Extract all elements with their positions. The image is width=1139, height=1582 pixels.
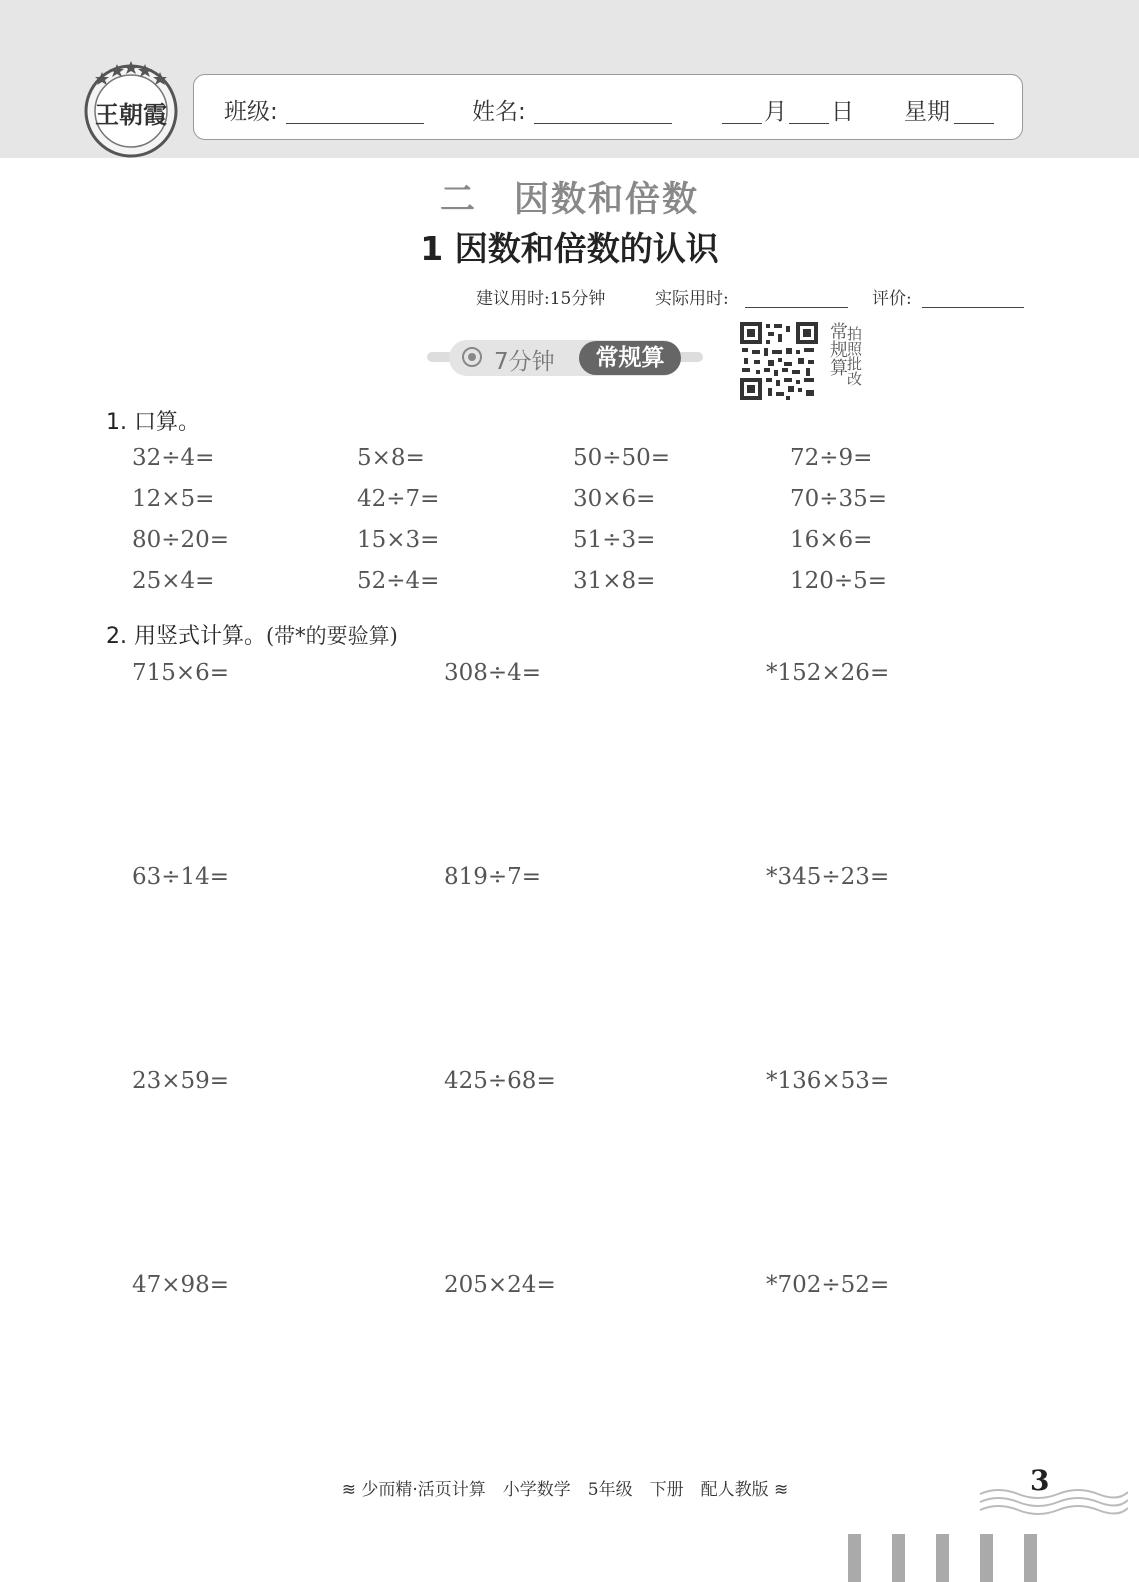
logo-brand-text: 王朝霞 (95, 100, 167, 129)
section1-title: 1. 口算。 (106, 410, 200, 435)
vertical-problem: 205×24= (444, 1272, 556, 1298)
oral-problem: 72÷9= (790, 445, 873, 471)
oral-problem: 42÷7= (357, 486, 440, 512)
name-label: 姓名: (472, 99, 526, 125)
oral-problem: 15×3= (357, 527, 440, 553)
oral-problem: 80÷20= (132, 527, 230, 553)
vertical-problem: *136×53= (766, 1068, 890, 1094)
qr-label-left: 常规算 (827, 322, 848, 376)
qr-code-icon[interactable] (740, 322, 818, 400)
vertical-problem: 308÷4= (444, 660, 542, 686)
vertical-problem: 425÷68= (444, 1068, 556, 1094)
vertical-problem: 819÷7= (444, 864, 542, 890)
suggested-time: 建议用时:15分钟 (476, 289, 606, 309)
binding-tab (980, 1534, 993, 1582)
vertical-problem: 23×59= (132, 1068, 230, 1094)
chapter-title: 二 因数和倍数 (439, 180, 699, 220)
section2-title-text: 2. 用竖式计算。 (106, 624, 266, 649)
oral-problem: 16×6= (790, 527, 873, 553)
vertical-problem: *702÷52= (766, 1272, 890, 1298)
publisher-logo (80, 58, 182, 160)
lesson-title: 1 因数和倍数的认识 (420, 229, 719, 268)
section2-note: (带*的要验算) (265, 624, 398, 648)
actual-time-field[interactable] (745, 307, 848, 308)
weekday-label: 星期 (904, 99, 950, 125)
vertical-problem: 715×6= (132, 660, 230, 686)
month-field[interactable] (722, 123, 762, 124)
page-number: 3 (1030, 1464, 1050, 1497)
oral-problem: 30×6= (573, 486, 656, 512)
binding-tab (892, 1534, 905, 1582)
vertical-problem: *345÷23= (766, 864, 890, 890)
vertical-problem: 47×98= (132, 1272, 230, 1298)
footer-text: ≋ 少而精·活页计算 小学数学 5年级 下册 配人教版 ≋ (341, 1480, 789, 1500)
section2-title (106, 619, 398, 650)
actual-time-label: 实际用时: (655, 289, 729, 309)
oral-problem: 51÷3= (573, 527, 656, 553)
weekday-field[interactable] (954, 123, 994, 124)
oral-problem: 25×4= (132, 568, 215, 594)
month-label: 月 (764, 99, 787, 125)
oral-problem: 120÷5= (790, 568, 888, 594)
name-field[interactable] (534, 123, 672, 124)
binding-tab (1024, 1534, 1037, 1582)
class-field[interactable] (286, 123, 424, 124)
timer-badge: 常规算 (579, 341, 681, 375)
day-field[interactable] (789, 123, 829, 124)
timer-duration: 7分钟 (494, 349, 555, 375)
qr-label-right: 拍照批改 (845, 326, 863, 386)
class-label: 班级: (224, 99, 278, 125)
evaluation-field[interactable] (922, 307, 1024, 308)
student-info-box (193, 74, 1023, 140)
oral-problem: 32÷4= (132, 445, 215, 471)
oral-problem: 5×8= (357, 445, 425, 471)
binding-tab (936, 1534, 949, 1582)
oral-problem: 31×8= (573, 568, 656, 594)
evaluation-label: 评价: (872, 289, 912, 309)
oral-problem: 70÷35= (790, 486, 888, 512)
vertical-problem: *152×26= (766, 660, 890, 686)
oral-problem: 12×5= (132, 486, 215, 512)
vertical-problem: 63÷14= (132, 864, 230, 890)
wave-decoration-icon (978, 1480, 1128, 1520)
oral-problem: 52÷4= (357, 568, 440, 594)
binding-tab (848, 1534, 861, 1582)
day-label: 日 (831, 99, 854, 125)
medal-icon (462, 347, 482, 367)
oral-problem: 50÷50= (573, 445, 671, 471)
